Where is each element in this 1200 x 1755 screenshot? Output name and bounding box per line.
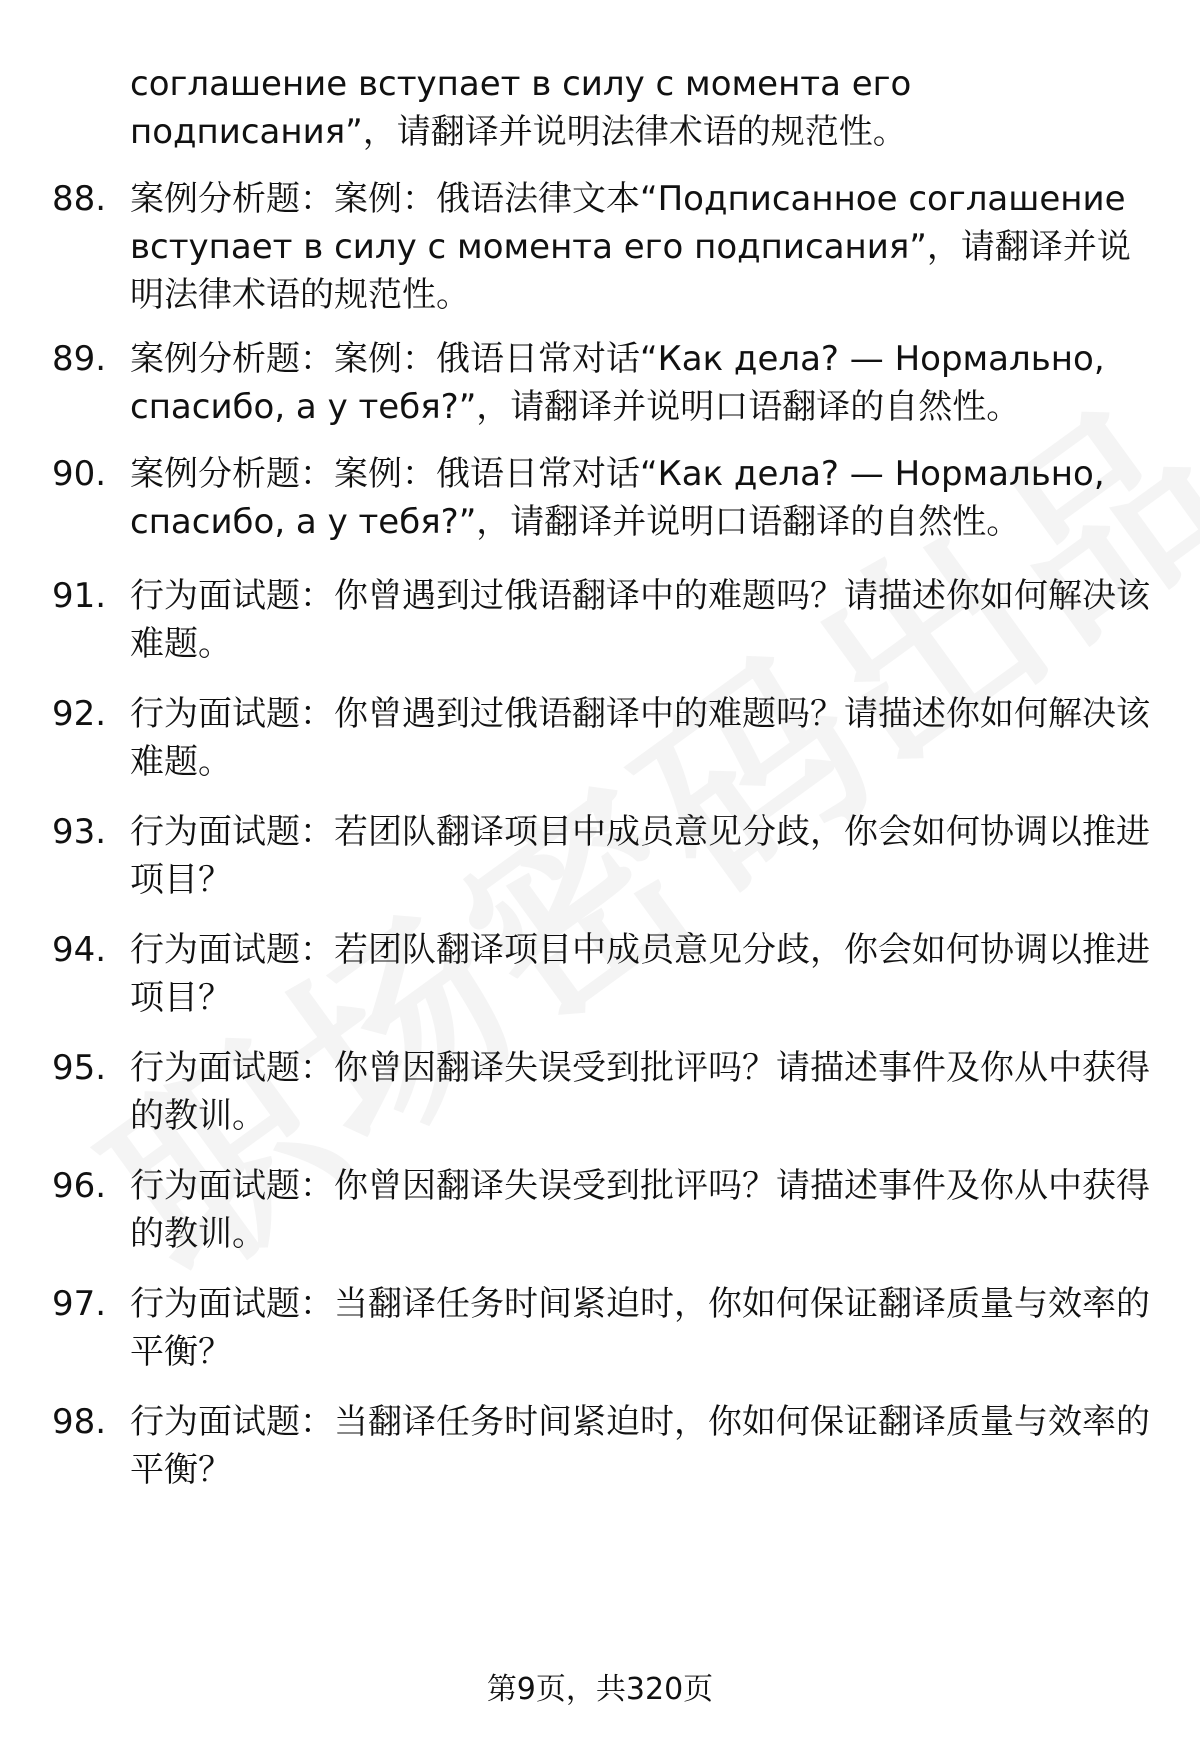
question-number: 93. (52, 812, 107, 852)
question-text: 案例分析题：案例：俄语日常对话“Как дела? — Нормально, спасибо, а у тебя?”，请翻译并说明口语翻译的自然性。 (130, 454, 1105, 542)
question-text: 行为面试题：当翻译任务时间紧迫时，你如何保证翻译质量与效率的平衡？ (130, 1402, 1150, 1490)
question-text: 行为面试题：若团队翻译项目中成员意见分歧，你会如何协调以推进项目？ (130, 930, 1150, 1018)
page-footer: 第9页，共320页 (486, 1672, 714, 1707)
question-text: 行为面试题：你曾因翻译失误受到批评吗？请描述事件及你从中获得的教训。 (130, 1048, 1150, 1136)
question-text: 行为面试题：若团队翻译项目中成员意见分歧，你会如何协调以推进项目？ (130, 812, 1150, 900)
question-number: 98. (52, 1402, 107, 1442)
question-text: 案例分析题：案例：俄语法律文本“Подписанное соглашение вступает в силу с момента его подписания”，请翻译并说明法律术语的规范性。 (130, 179, 1131, 315)
question-number: 91. (52, 576, 107, 616)
question-number: 94. (52, 930, 107, 970)
question-text: 行为面试题：你曾因翻译失误受到批评吗？请描述事件及你从中获得的教训。 (130, 1166, 1150, 1254)
continuation-text: соглашение вступает в силу с момента его подписания”，请翻译并说明法律术语的规范性。 (130, 64, 912, 152)
question-number: 97. (52, 1284, 107, 1324)
question-number: 88. (52, 179, 107, 219)
question-text: 行为面试题：你曾遇到过俄语翻译中的难题吗？请描述你如何解决该难题。 (130, 576, 1150, 664)
question-number: 89. (52, 339, 107, 379)
question-text: 行为面试题：你曾遇到过俄语翻译中的难题吗？请描述你如何解决该难题。 (130, 694, 1150, 782)
question-number: 96. (52, 1166, 107, 1206)
question-text: 行为面试题：当翻译任务时间紧迫时，你如何保证翻译质量与效率的平衡？ (130, 1284, 1150, 1372)
question-text: 案例分析题：案例：俄语日常对话“Как дела? — Нормально, спасибо, а у тебя?”，请翻译并说明口语翻译的自然性。 (130, 339, 1105, 427)
question-number: 90. (52, 454, 107, 494)
question-number: 92. (52, 694, 107, 734)
question-number: 95. (52, 1048, 107, 1088)
